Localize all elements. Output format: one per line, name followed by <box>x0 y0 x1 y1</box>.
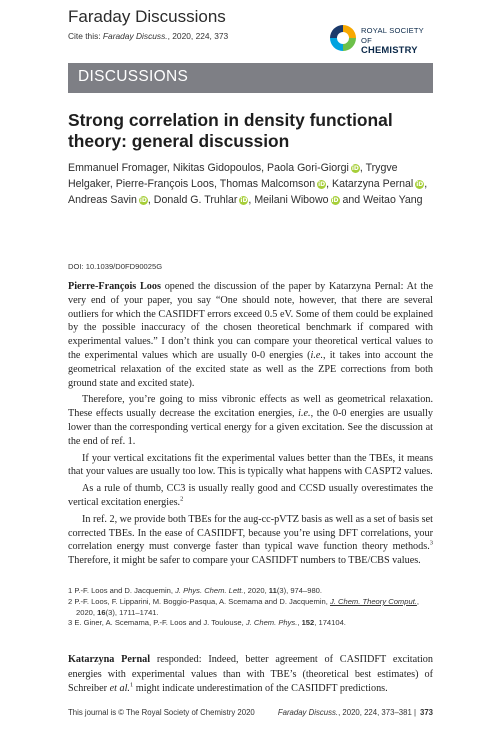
rsc-logo-line2: OF CHEMISTRY <box>361 35 418 55</box>
cite-details: , 2020, 224, 373 <box>167 31 229 41</box>
author-name: Donald G. Truhlar <box>153 194 238 206</box>
paragraph: In ref. 2, we provide both TBEs for the aug-cc-pVTZ basis as well as a set of basis set corrected TBEs. In the ease of CASΠDFT, because you’re using DFT correlations, your correlation energy must converge faster than typical wave function theory methods.$^3$ Therefore, it might be safer to compare your CASΠDFT numbers to TBE/CBS values. <box>68 513 433 567</box>
rsc-logo-line1: ROYAL SOCIETY <box>361 26 424 35</box>
reference-item: 1 P.-F. Loos and D. Jacquemin, J. Phys. Chem. Lett., 2020, 11(3), 974–980. <box>68 586 323 595</box>
reference-item: 2 P.-F. Loos, F. Lipparini, M. Boggio-Pasqua, A. Scemama and D. Jacquemin, J. Chem. Theory Comput., 2020, 16(3), 1711–1741. <box>68 596 420 617</box>
cite-prefix: Cite this: <box>68 31 103 41</box>
orcid-icon[interactable]: iD <box>351 165 359 172</box>
author-name: Trygve Helgaker <box>68 162 398 190</box>
article-body <box>68 280 433 571</box>
orcid-icon[interactable]: iD <box>240 197 248 204</box>
copyright: This journal is © The Royal Society of Chemistry 2020 <box>68 708 255 717</box>
paragraph: Pierre-François Loos opened the discussion of the paper by Katarzyna Pernal: At the very end of your paper, you say “One should note, however, that there are several outliers for which the CASΠDFT errors exceed 0.5 eV. Some of them could be explained by the possible inaccuracy of the chosen theoretical benchmark if compared with experimental values.” I don’t think you can compare your theoretical vertical values to the experimental values which are usually 0-0 energies (i.e., it takes into account the geometrical relaxation of the excited state as well as the ZPE corrections from both ground state and excited state). <box>68 281 434 389</box>
author-name: Weitao Yang <box>363 194 423 206</box>
speaker-name: Pierre-François Loos <box>68 281 161 292</box>
author-name: Meilani Wibowo <box>254 194 329 206</box>
rsc-logo-icon <box>328 23 358 53</box>
paragraph: As a rule of thumb, CC3 is usually really good and CCSD usually overestimates the vertical excitation energies.$^2$ <box>68 483 433 508</box>
orcid-icon[interactable]: iD <box>416 181 424 188</box>
orcid-icon[interactable]: iD <box>318 181 326 188</box>
author-name: Paola Gori-Giorgi <box>267 162 349 174</box>
author-name: Pierre-François Loos <box>115 178 215 190</box>
article-title: Strong correlation in density functional theory: general discussion <box>68 110 393 151</box>
page-number: 373 <box>419 708 433 717</box>
rsc-logo <box>328 22 430 58</box>
page-footer <box>68 708 433 717</box>
author-name: Thomas Malcomson <box>219 178 316 190</box>
speaker-name: Katarzyna Pernal <box>68 654 151 665</box>
rsc-logo-text <box>361 26 430 56</box>
doi: DOI: 10.1039/D0FD90025G <box>68 262 163 271</box>
section-banner <box>68 63 433 93</box>
cite-journal: Faraday Discuss. <box>102 31 168 41</box>
author-name: Andreas Savin <box>68 194 137 206</box>
paragraph: If your vertical excitations fit the experimental values better than the TBEs, it means that your values are usually too low. This is typically what happens with CASPT2 values. <box>68 452 433 478</box>
citation-line <box>68 31 228 41</box>
reference-item: 3 E. Giner, A. Scemama, P.-F. Loos and J. Toulouse, J. Chem. Phys., 152, 174104. <box>68 618 346 628</box>
orcid-icon[interactable]: iD <box>331 197 339 204</box>
author-list: Emmanuel Fromager, Nikitas Gidopoulos, Paola Gori-Giorgi iD, Trygve Helgaker, Pierre-François Loos, Thomas Malcomson iD, Katarzyna Pernal iD, Andreas Savin iD, Donald G. Truhlar iD, Meilani Wibowo iD and Weitao Yang <box>68 162 428 206</box>
author-name: Nikitas Gidopoulos <box>172 162 262 174</box>
response-paragraph: Katarzyna Pernal responded: Indeed, better agreement of CASΠDFT excitation energies with experimental values than with TBE’s (theoretical best estimates) of Schreiber et al.$^1$ might indicate underestimation of the CASΠDFT predictions. <box>68 654 433 695</box>
author-name: Emmanuel Fromager <box>68 162 167 174</box>
banner-label: DISCUSSIONS <box>78 68 189 85</box>
reference-list <box>68 586 433 629</box>
author-name: Katarzyna Pernal <box>332 178 414 190</box>
journal-name: Faraday Discussions <box>68 7 226 26</box>
orcid-icon[interactable]: iD <box>139 197 147 204</box>
footer-citation: Faraday Discuss., 2020, 224, 373–381 | 373 <box>277 708 433 717</box>
paragraph: Therefore, you’re going to miss vibronic effects as well as geometrical relaxation. These effects usually decrease the excitation energies, i.e., the 0-0 energies are usually lower than the corresponding vertical energy for a given excitation. See the discussion at the end of ref. 1. <box>68 394 433 447</box>
